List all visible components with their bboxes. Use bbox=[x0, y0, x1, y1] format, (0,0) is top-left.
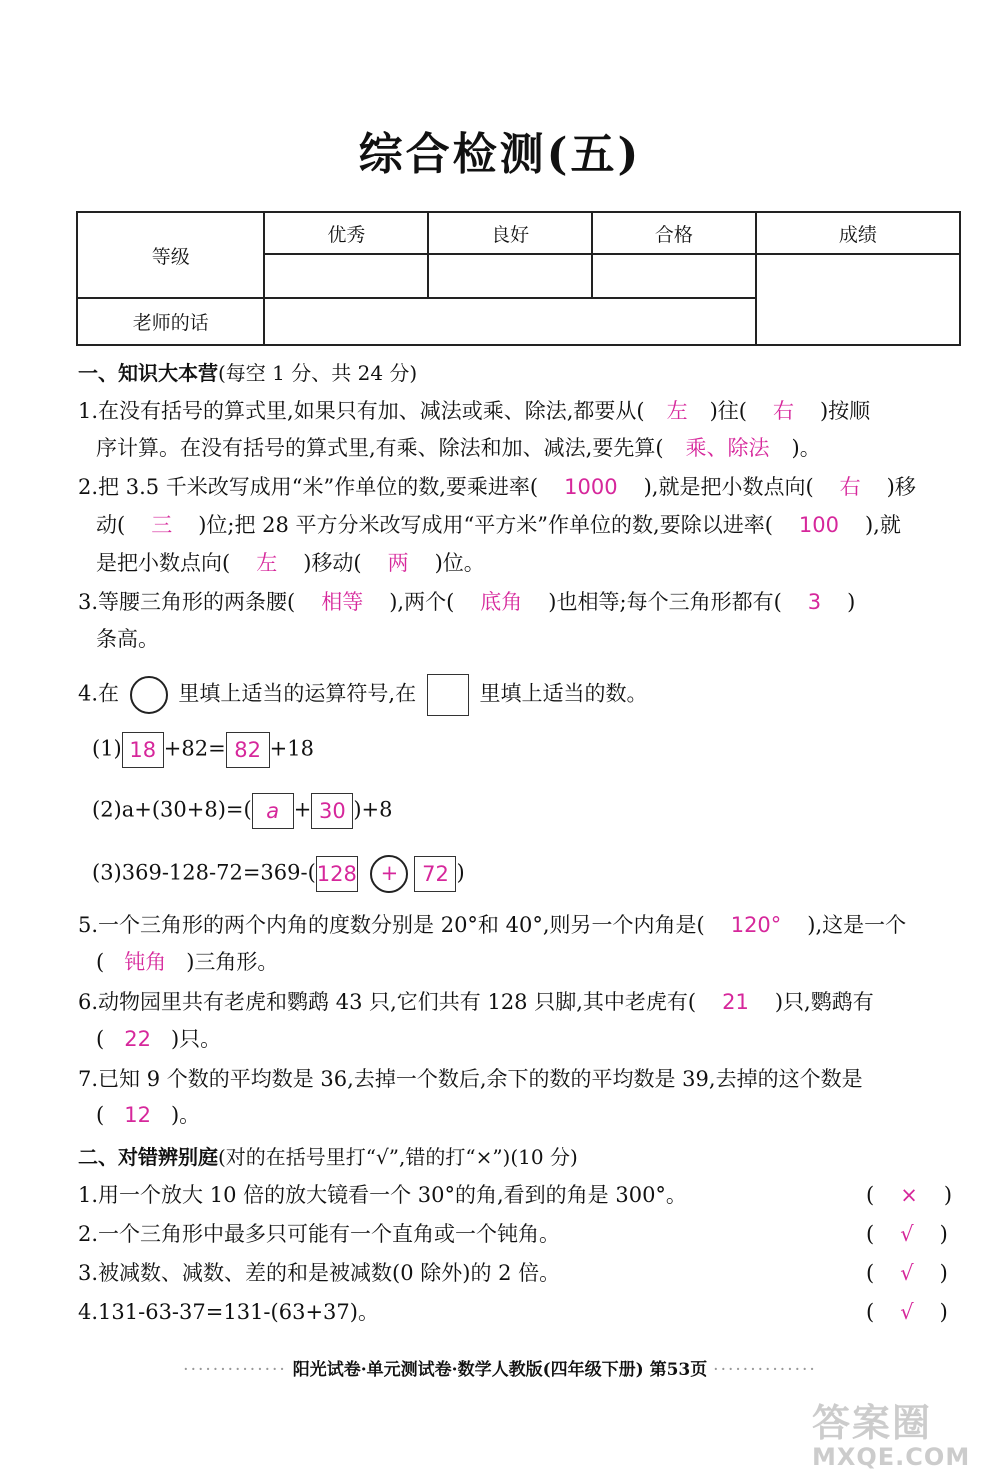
section1-heading: 一、知识大本营(每空 1 分、共 24 分) bbox=[78, 361, 418, 385]
q1-line2: 序计算。在没有括号的算式里,有乘、除法和加、减法,要先算( 乘、除法 )。 bbox=[96, 436, 821, 460]
tf-item-4: 4.131-63-37=131-(63+37)。 bbox=[78, 1300, 379, 1324]
circle-blank bbox=[130, 676, 168, 714]
q5-line1: 5.一个三角形的两个内角的度数分别是 20°和 40°,则另一个内角是( 120° ),这是一个 bbox=[78, 913, 907, 937]
q7-line1: 7.已知 9 个数的平均数是 36,去掉一个数后,余下的数的平均数是 39,去掉的这个数是 bbox=[78, 1067, 863, 1091]
tf-answer-2: ( √ ) bbox=[866, 1222, 948, 1246]
q4-part3: (3)369-128-72=369-(128 + 72 ) bbox=[92, 855, 465, 893]
q2-line3: 是把小数点向( 左 )移动( 两 )位。 bbox=[96, 551, 485, 575]
tf-item-1: 1.用一个放大 10 倍的放大镜看一个 30°的角,看到的角是 300°。 bbox=[78, 1183, 687, 1207]
tf-answer-4: ( √ ) bbox=[866, 1300, 948, 1324]
level-pass-cell bbox=[592, 254, 756, 298]
q5-line2: ( 钝角 )三角形。 bbox=[96, 950, 279, 974]
level-good: 良好 bbox=[428, 212, 592, 254]
q6-line2: ( 22 )只。 bbox=[96, 1027, 222, 1051]
square-blank bbox=[427, 674, 469, 716]
section2-heading: 二、对错辨别庭(对的在括号里打“√”,错的打“×”)(10 分) bbox=[78, 1145, 578, 1169]
q3-line1: 3.等腰三角形的两条腰( 相等 ),两个( 底角 )也相等;每个三角形都有( 3 ) bbox=[78, 590, 856, 614]
watermark-logo: 答案圈 MXQE.COM bbox=[812, 1401, 971, 1471]
level-good-cell bbox=[428, 254, 592, 298]
q2-line2: 动( 三 )位;把 28 平方分米改写成用“平方米”作单位的数,要除以进率( 100 ),就 bbox=[96, 513, 901, 537]
q4-part2: (2)a+(30+8)=( a + 30 )+8 bbox=[92, 793, 392, 829]
page-title: 综合检测(五) bbox=[358, 129, 642, 180]
q6-line1: 6.动物园里共有老虎和鹦鹉 43 只,它们共有 128 只脚,其中老虎有( 21 )只,鹦鹉有 bbox=[78, 990, 874, 1014]
q3-line2: 条高。 bbox=[96, 627, 159, 651]
teacher-label: 老师的话 bbox=[77, 298, 264, 345]
q7-line2: ( 12 )。 bbox=[96, 1103, 201, 1127]
score-cell bbox=[756, 254, 960, 345]
level-pass: 合格 bbox=[592, 212, 756, 254]
tf-item-2: 2.一个三角形中最多只可能有一个直角或一个钝角。 bbox=[78, 1222, 561, 1246]
level-label: 等级 bbox=[77, 212, 264, 298]
page-footer: ·············· 阳光试卷·单元测试卷·数学人教版(四年级下册) 第53页 ·············· bbox=[183, 1360, 817, 1380]
tf-answer-3: ( √ ) bbox=[866, 1261, 948, 1285]
q4-stem: 4.在 里填上适当的运算符号,在 里填上适当的数。 bbox=[78, 674, 647, 716]
grade-table bbox=[76, 211, 961, 346]
tf-item-3: 3.被减数、减数、差的和是被减数(0 除外)的 2 倍。 bbox=[78, 1261, 561, 1285]
level-excellent-cell bbox=[264, 254, 428, 298]
teacher-comment-cell bbox=[264, 298, 755, 345]
q4-part1: (1) 18 +82= 82 +18 bbox=[92, 732, 314, 768]
level-excellent: 优秀 bbox=[264, 212, 428, 254]
q1-line1: 1.在没有括号的算式里,如果只有加、减法或乘、除法,都要从( 左 )往( 右 )按顺 bbox=[78, 399, 871, 423]
tf-answer-1: ( × ) bbox=[866, 1183, 953, 1207]
q2-line1: 2.把 3.5 千米改写成用“米”作单位的数,要乘进率( 1000 ),就是把小数点向( 右 )移 bbox=[78, 475, 916, 499]
score-label: 成绩 bbox=[756, 212, 960, 254]
